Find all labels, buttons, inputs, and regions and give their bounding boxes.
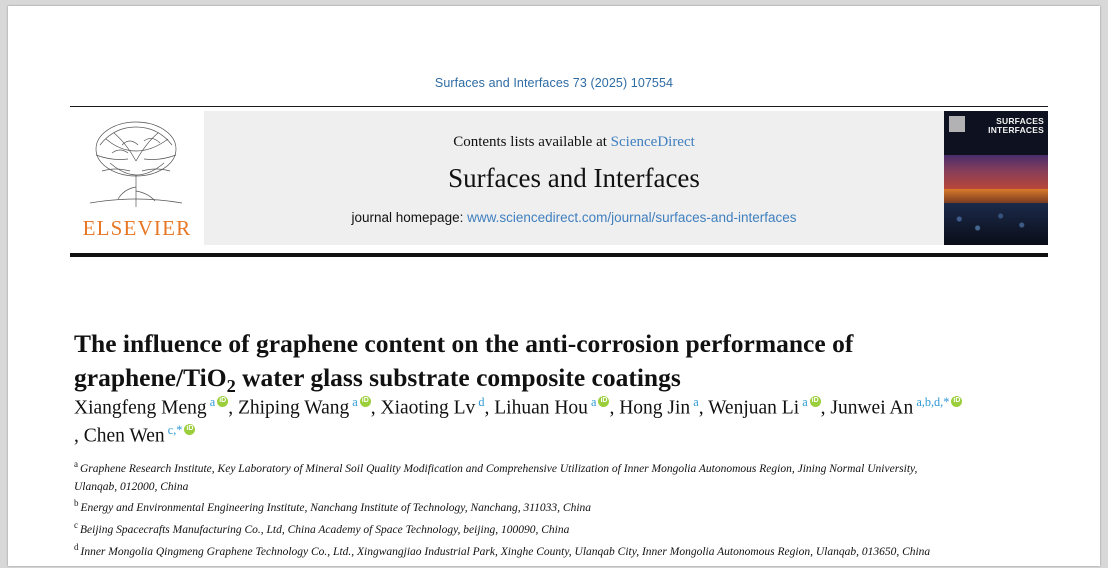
journal-masthead bbox=[70, 106, 1048, 259]
affiliation-list bbox=[74, 458, 934, 562]
author-separator: , bbox=[74, 425, 84, 447]
journal-cover bbox=[944, 111, 1048, 245]
author-affiliation-marker: a bbox=[206, 395, 216, 409]
page-title bbox=[74, 327, 974, 398]
author-separator: , bbox=[609, 397, 620, 419]
orcid-icon[interactable] bbox=[217, 396, 228, 407]
cover-particle-pattern bbox=[950, 207, 1042, 237]
title-subscript: 2 bbox=[226, 375, 236, 396]
affiliation-marker: c bbox=[74, 520, 78, 531]
cover-publisher-icon bbox=[949, 116, 965, 132]
author-affiliation-marker: a bbox=[587, 395, 597, 409]
elsevier-wordmark: ELSEVIER bbox=[82, 216, 192, 240]
author-affiliation-marker: d bbox=[475, 395, 485, 409]
author-name[interactable]: Xiangfeng Meng bbox=[74, 397, 207, 419]
author-affiliation-marker: a,b,d,* bbox=[913, 395, 950, 409]
orcid-icon[interactable] bbox=[951, 396, 962, 407]
author-separator: , bbox=[698, 397, 709, 419]
author-name[interactable]: Wenjuan Li bbox=[708, 397, 800, 419]
author-name[interactable]: Hong Jin bbox=[619, 397, 691, 419]
cover-title-line1: SURFACES bbox=[996, 116, 1044, 126]
elsevier-logo bbox=[70, 111, 204, 245]
affiliation-row bbox=[74, 497, 934, 518]
affiliation-marker: b bbox=[74, 498, 79, 509]
affiliation-row bbox=[74, 458, 934, 496]
cover-title bbox=[988, 117, 1044, 135]
cover-title-line2: INTERFACES bbox=[988, 124, 1044, 135]
author-separator: , bbox=[370, 397, 381, 419]
author-name[interactable]: Zhiping Wang bbox=[237, 397, 350, 419]
homepage-prefix: journal homepage: bbox=[351, 209, 468, 225]
orcid-icon[interactable] bbox=[810, 396, 821, 407]
author-affiliation-marker: a bbox=[349, 395, 358, 409]
orcid-icon[interactable] bbox=[598, 396, 609, 407]
elsevier-tree-icon bbox=[80, 115, 192, 213]
cover-band-upper bbox=[944, 155, 1048, 189]
cover-band-middle bbox=[944, 189, 1048, 203]
affiliation-text: Beijing Spacecrafts Manufacturing Co., Ltd, China Academy of Space Technology, beijing, 100090, China bbox=[80, 523, 570, 536]
author-name[interactable]: Chen Wen bbox=[83, 425, 165, 447]
journal-homepage-line bbox=[352, 210, 797, 225]
affiliation-text: Energy and Environmental Engineering Institute, Nanchang Institute of Technology, Nanchang, 311033, China bbox=[80, 502, 592, 515]
contents-available-line bbox=[453, 134, 695, 151]
author-name[interactable]: Junwei An bbox=[830, 397, 914, 419]
document-page bbox=[8, 6, 1100, 566]
orcid-icon[interactable] bbox=[360, 396, 371, 407]
author-affiliation-marker: a bbox=[799, 395, 808, 409]
running-head: Surfaces and Interfaces 73 (2025) 107554 bbox=[434, 76, 674, 90]
contents-prefix: Contents lists available at bbox=[453, 133, 611, 150]
affiliation-marker: a bbox=[74, 459, 78, 469]
author-separator: , bbox=[820, 397, 831, 419]
author-name[interactable]: Xiaoting Lv bbox=[380, 397, 476, 419]
author-name[interactable]: Lihuan Hou bbox=[494, 397, 588, 419]
orcid-icon[interactable] bbox=[184, 424, 195, 435]
affiliation-text: Graphene Research Institute, Key Laboratory of Mineral Soil Quality Modification and Comprehensive Utilization of Inner Mongolia Autonomous Region, Jining Normal University, Ulanqab, 012000, China bbox=[74, 462, 918, 493]
affiliation-text: Inner Mongolia Qingmeng Graphene Technology Co., Ltd., Xingwangjiao Industrial Park, Xinghe County, Ulanqab City, Inner Mongolia Autonomous Region, Ulanqab, 013650, China bbox=[80, 545, 931, 558]
author-affiliation-marker: a bbox=[690, 395, 699, 409]
journal-homepage-link[interactable]: www.sciencedirect.com/journal/surfaces-and-interfaces bbox=[467, 209, 797, 225]
cover-thumbnail bbox=[944, 111, 1048, 245]
masthead-bottom-rule bbox=[70, 253, 1048, 257]
author-separator: , bbox=[228, 397, 238, 419]
affiliation-row bbox=[74, 519, 934, 540]
sciencedirect-link[interactable]: ScienceDirect bbox=[610, 133, 695, 150]
author-affiliation-marker: c,* bbox=[164, 423, 183, 438]
affiliation-marker: d bbox=[74, 541, 79, 552]
author-list bbox=[74, 394, 964, 450]
title-part-1: The influence of graphene content on the anti-corrosion performance of graphene/TiO bbox=[74, 329, 854, 392]
masthead-center bbox=[204, 111, 944, 245]
title-part-2: water glass substrate composite coatings bbox=[235, 362, 681, 392]
author-separator: , bbox=[484, 397, 495, 419]
journal-title: Surfaces and Interfaces bbox=[448, 162, 700, 193]
affiliation-row bbox=[74, 541, 934, 562]
